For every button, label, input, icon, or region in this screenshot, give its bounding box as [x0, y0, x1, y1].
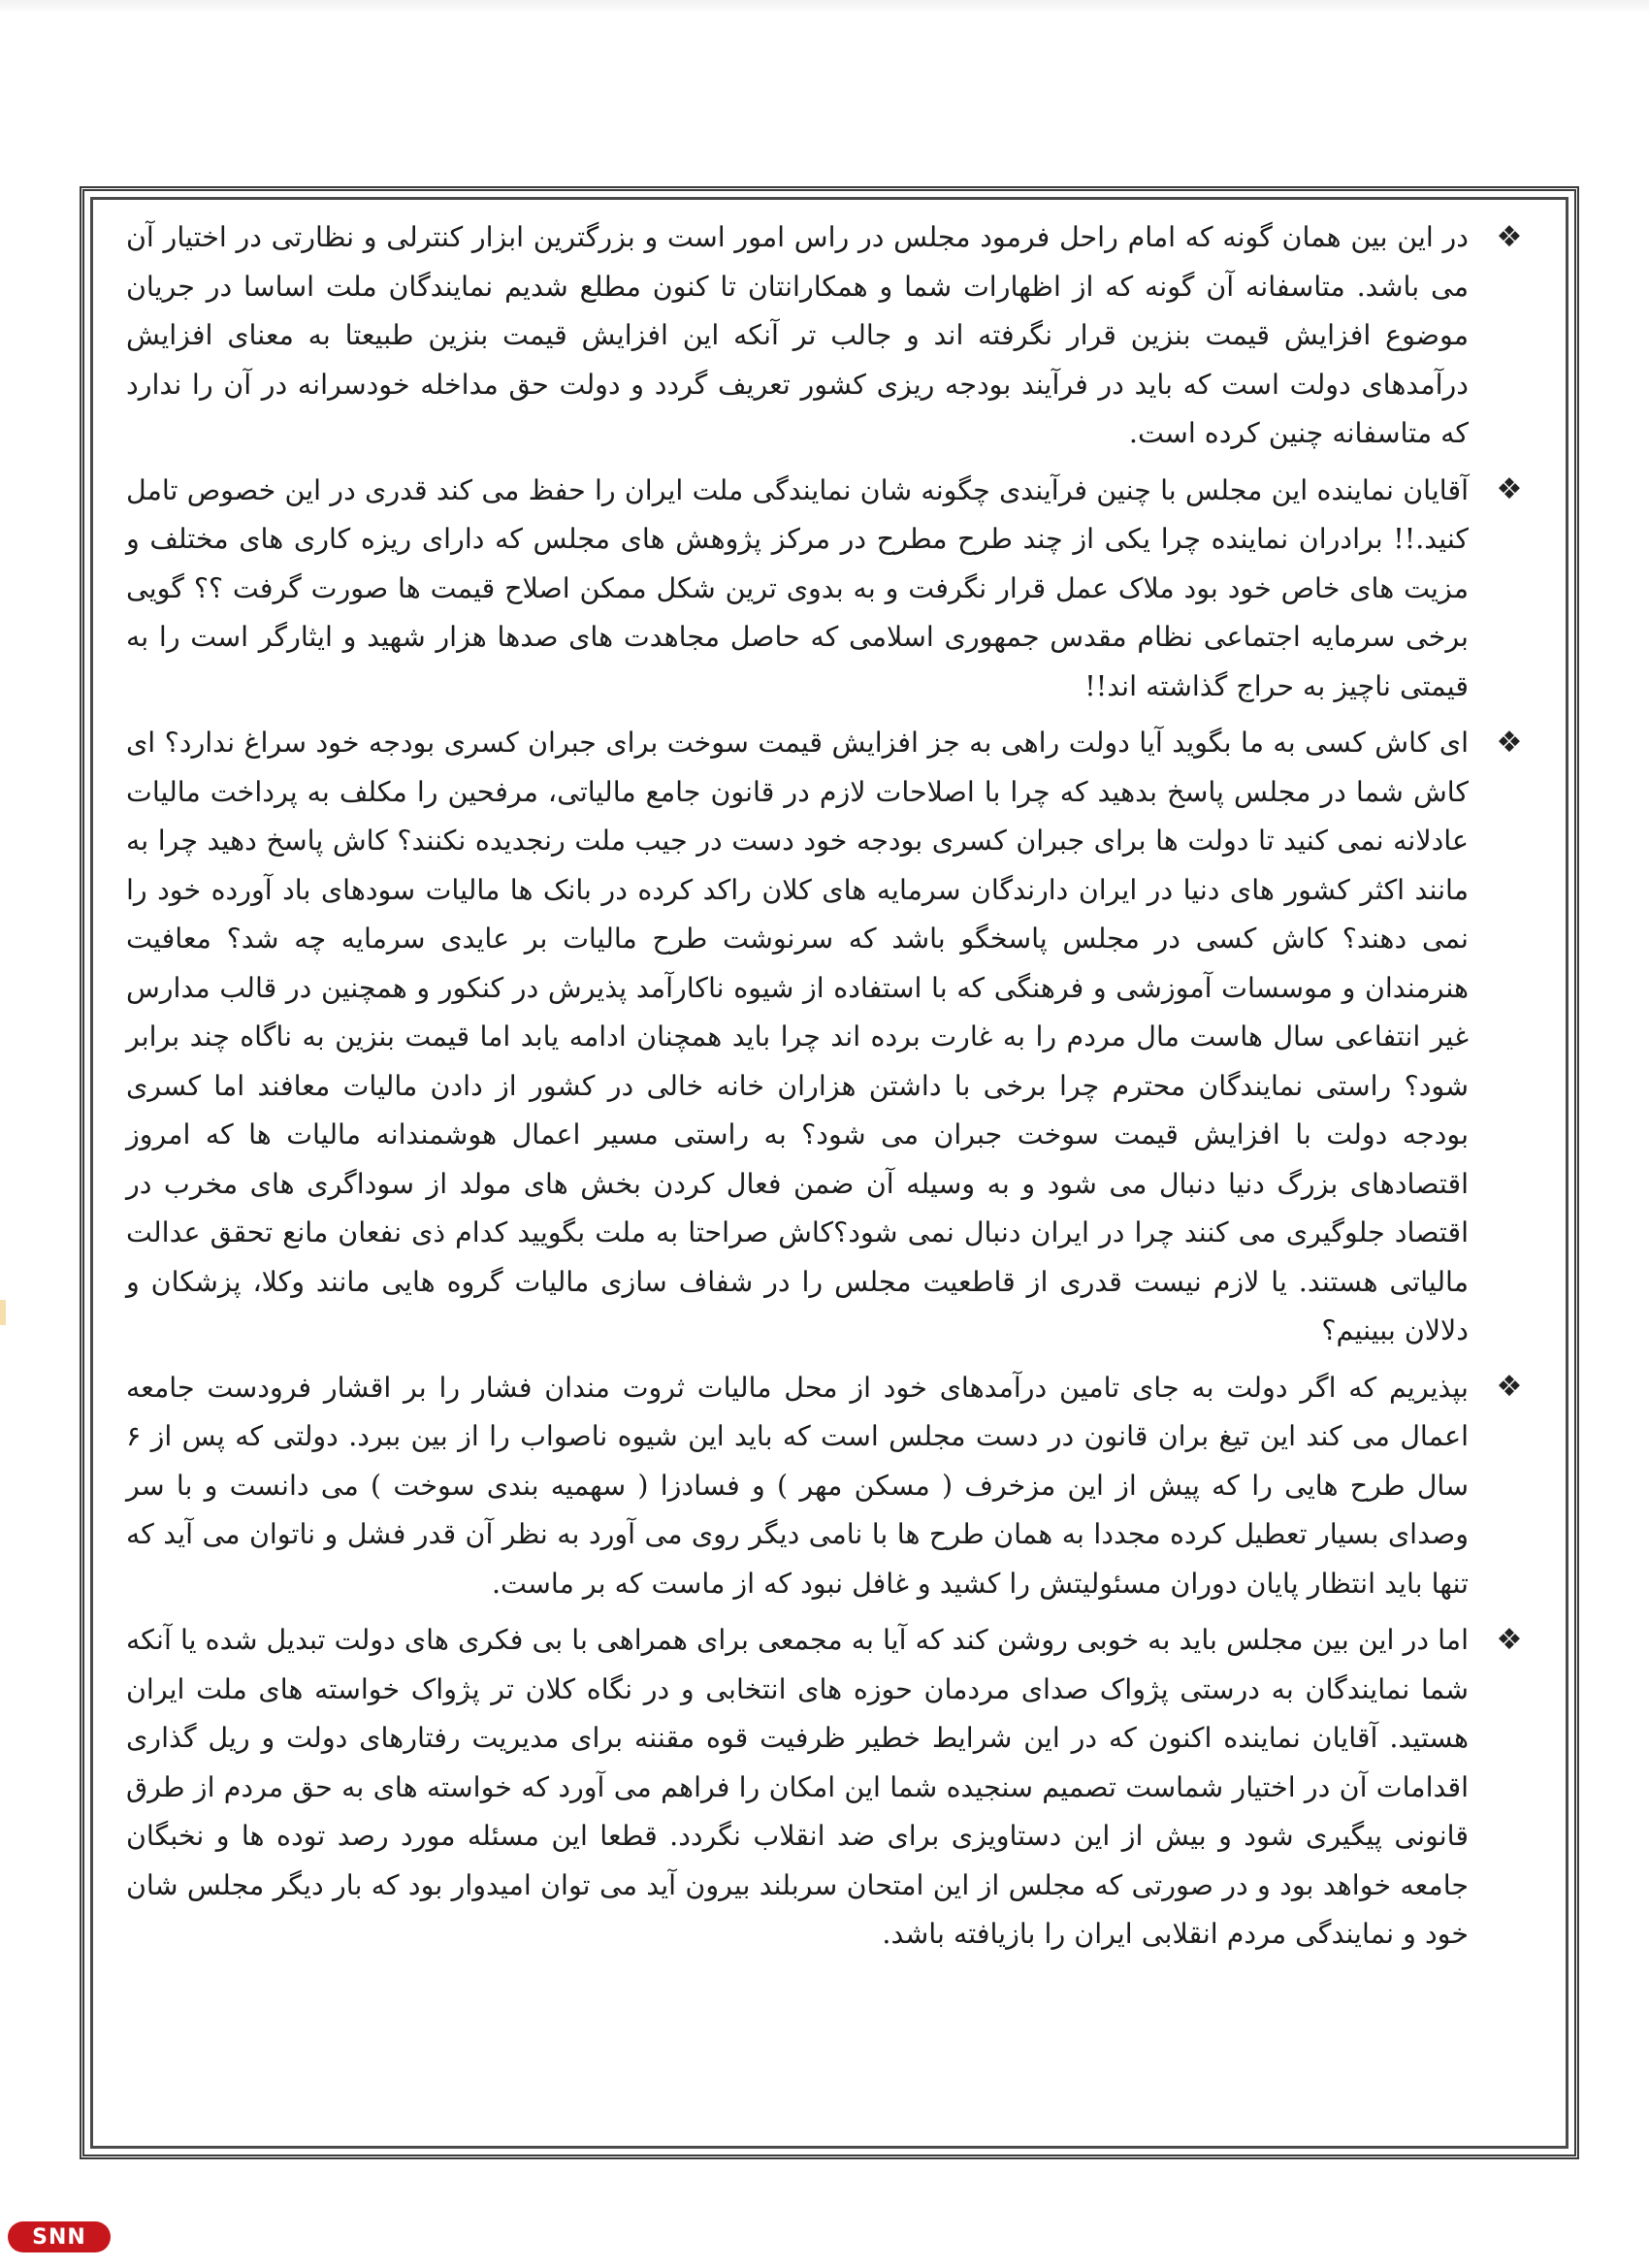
snn-logo [8, 2221, 111, 2252]
paragraph-3-text: ای کاش کسی به ما بگوید آیا دولت راهی به جز افزایش قیمت سوخت برای جبران کسری بودجه خود سراغ ندارد؟ ای کاش شما در مجلس پاسخ بدهید که چرا با اصلاحات لازم در قانون جامع مالیاتی، مرفحین را مکلف به پرداخت مالیات عادلانه نمی کنید تا دولت ها برای جبران کسری بودجه خود دست در جیب ملت رنجدیده نکنند؟ کاش پاسخ دهید چرا به مانند اکثر کشور های دنیا در ایران دارندگان سرمایه های کلان راکد کرده در بانک ها مالیات سودهای باد آورده خود را نمی دهند؟ کاش کسی در مجلس پاسخگو باشد که سرنوشت طرح مالیات بر عایدی سرمایه چه شد؟ معافیت هنرمندان و موسسات آموزشی و فرهنگی که با استفاده از شیوه ناکارآمد پذیرش در کنکور و همچنین در قالب مدارس غیر انتفاعی سال هاست مال مردم را به غارت برده اند چرا باید همچنان ادامه یابد اما قیمت بنزین به ناگاه چند برابر شود؟ راستی نمایندگان محترم چرا برخی با داشتن هزاران خانه خالی در کشور از دادن مالیات معافند اما کسری بودجه دولت با افزایش قیمت سوخت جبران می شود؟ به راستی مسیر اعمال هوشمندانه مالیات ها که امروز اقتصادهای بزرگ دنیا دنبال می شود و به وسیله آن ضمن فعال کردن بخش های مولد از سوداگری های مخرب در اقتصاد جلوگیری می کنند چرا در ایران دنبال نمی شود؟کاش صراحتا به ملت بگویید کدام ذی نفعان مانع تحقق عدالت مالیاتی هستند. یا لازم نیست قدری از قاطعیت مجلس را در شفاف سازی مالیات گروه هایی مانند وکلا، پزشکان و دلالان ببینیم؟ [126, 727, 1469, 1346]
paragraph-1 [126, 213, 1527, 459]
paragraph-1-text: در این بین همان گونه که امام راحل فرمود مجلس در راس امور است و بزرگترین ابزار کنترلی و نظارتی در اختیار آن می باشد. متاسفانه آن گونه که از اظهارات شما و همکارانتان تا کنون مطلع شدیم نمایندگان ملت اساسا در جریان موضوع افزایش قیمت بنزین قرار نگرفته اند و جالب تر آنکه این افزایش قیمت بنزین طبیعتا به معنای افزایش درآمدهای دولت است که باید در فرآیند بودجه ریزی کشور تعریف گردد و دولت حق مداخله خودسرانه در آن را ندارد که متاسفانه چنین کرده است. [126, 221, 1469, 449]
four-diamond-bullet-icon: ❖ [1496, 1370, 1523, 1405]
document-body [90, 197, 1568, 2149]
paragraph-5 [126, 1616, 1527, 1960]
four-diamond-bullet-icon: ❖ [1496, 472, 1523, 507]
four-diamond-bullet-icon: ❖ [1496, 725, 1523, 760]
four-diamond-bullet-icon: ❖ [1496, 1622, 1523, 1657]
paragraph-4-text: بپذیریم که اگر دولت به جای تامین درآمدهای خود از محل مالیات ثروت مندان فشار را بر اقشار فرودست جامعه اعمال می کند این تیغ بران قانون در دست مجلس است که باید این شیوه ناصواب را از بین ببرد. دولتی که پس از ۶ سال طرح هایی را که پیش از این مزخرف ( مسکن مهر ) و فسادزا ( سهمیه بندی سوخت ) می دانست و با سر وصدای بسیار تعطیل کرده مجددا به همان طرح ها با نامی دیگر روی می آورد به نظر آن قدر فشل و ناتوان می آید که تنها باید انتظار پایان دوران مسئولیتش را کشید و غافل نبود که از ماست که بر ماست. [126, 1371, 1469, 1600]
paragraph-3 [126, 719, 1527, 1356]
scan-top-edge [0, 0, 1649, 14]
paragraph-4 [126, 1364, 1527, 1609]
document-frame [80, 186, 1579, 2159]
scan-artifact-mark [0, 1300, 6, 1325]
paragraph-5-text: اما در این بین مجلس باید به خوبی روشن کند که آیا به مجمعی برای همراهی با بی فکری های دولت تبدیل شده یا آنکه شما نمایندگان به درستی پژواک صدای مردمان حوزه های انتخابی و در نگاه کلان تر پژواک خواسته های ملت ایران هستید. آقایان نماینده اکنون که در این شرایط خطیر ظرفیت قوه مقننه برای مدیریت رفتارهای دولت و ریل گذاری اقدامات آن در اختیار شماست تصمیم سنجیده شما این امکان را فراهم می آورد که خواسته های به حق مردم از طرق قانونی پیگیری شود و بیش از این دستاویزی برای ضد انقلاب نگردد. قطعا این مسئله مورد رصد توده ها و نخبگان جامعه خواهد بود و در صورتی که مجلس از این امتحان سربلند بیرون آید می توان امیدوار بود که بار دیگر مجلس شان خود و نمایندگی مردم انقلابی ایران را بازیافته باشد. [126, 1624, 1469, 1950]
paragraph-2-text: آقایان نماینده این مجلس با چنین فرآیندی چگونه شان نمایندگی ملت ایران را حفظ می کند قدری در این خصوص تامل کنید.!! برادران نماینده چرا یکی از چند طرح مطرح در مرکز پژوهش های مجلس که دارای ریزه کاری های مختلف و مزیت های خاص خود بود ملاک عمل قرار نگرفت و به بدوی ترین شکل ممکن اصلاح قیمت ها صورت گرفت ؟؟ گویی برخی سرمایه اجتماعی نظام مقدس جمهوری اسلامی که حاصل مجاهدت های صدها هزار شهید و ایثارگر است را به قیمتی ناچیز به حراج گذاشته اند!! [126, 473, 1469, 702]
paragraph-2 [126, 467, 1527, 712]
snn-logo-text: SNN [32, 2224, 86, 2250]
four-diamond-bullet-icon: ❖ [1496, 219, 1523, 254]
